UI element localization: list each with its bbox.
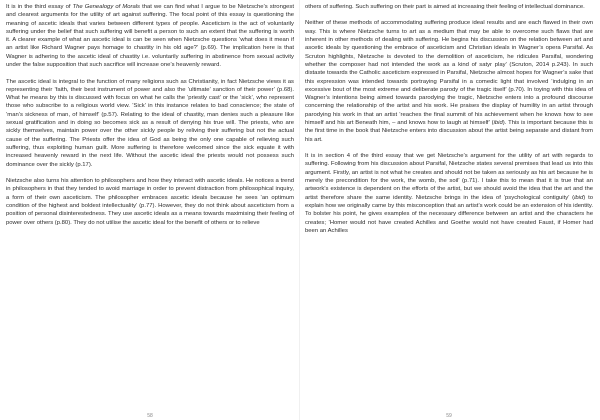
right-page-text: [305, 3, 593, 235]
left-page: [6, 3, 294, 420]
paragraph: [6, 78, 294, 169]
right-page: [305, 3, 593, 420]
text-run: It is in section 4 of the third essay that we get Nietzsche’s argument for the utility of art with regards to suffering. Following from his discussion about Parsifal, Nietzsche states several premises that lead us into this argument. Firstly, an artist is not what he creates and should not be taken as seriously as his art because he is merely the precondition for the work, the womb, the soil’ (p.71). I take this to mean that it is true that an artwork’s existence is dependent on the efforts of the artist, but we should avoid the idea that the art and the artist therefore share the same identity. Nietzsche brings in the idea of ‘psychological contiguity’ (: [305, 153, 593, 201]
text-run: ). This is important because this is the first time in the book that Nietzsche enters into discussion about the artist being separate and distant from his art.: [305, 120, 593, 143]
text-run: that we can find what I argue to be Nietzsche’s strongest and clearest arguments for the utility of art against suffering. The focal point of this essay is questioning the meaning of ascetic ideals that varies between different types of people. Asceticism is the act of voluntarily suffering under the belief that such suffering will benefit a person to such an extent that the suffering is worth it. A clearer example of what an ascetic ideal is can be seen when Nietzsche questions ‘what does it mean if an artist like Richard Wagner pays homage to chastity in his old age?’ (p.69). The implication here is that Wagner is adhering to the ascetic ideal of chastity i.e. voluntarily suffering in abstinence from sexual activity under the false supposition that such sacrifice will increase one’s heavenly reward.: [6, 4, 294, 69]
text-run: others of suffering. Such suffering on their part is aimed at increasing their feeling of intellectual dominance.: [305, 4, 585, 10]
italic-text-run: ibid: [493, 120, 503, 127]
text-run: Nietzsche also turns his attention to philosophers and how they interact with ascetic ideals. He notices a trend in philosophers in that they tended to avoid marriage in order to prevent distraction from philosophical inquiry, a form of their own asceticism. The philosopher embraces ascetic ideals because he sees ‘an optimum condition of the highest and boldest intellectuality’ (p.77). However, they do not think about asceticism from a position of personal disinterestedness. They use ascetic ideals as a means towards maximising their feeling of power over others (p.80). They do not utilise the ascetic ideal for the benefit of others or to relieve: [6, 178, 294, 226]
paragraph: [305, 152, 593, 235]
paragraph: [6, 3, 294, 69]
text-run: Neither of these methods of accommodating suffering produce ideal results and are each flawed in their own way. This is where Nietzsche turns to art as a medium that may be able to overcome such flaws that are inherent in other methods of dealing with suffering. He begins his discussion on the relation between art and ascetic ideals by questioning the embrace of asceticism and Christian ideals in Wagner’s opera Parsifal. As Scruton highlights, Nietzsche is devoted to the demolition of asceticism, he ridicules Parsifal, wondering whether the composer had not intended the work as a kind of satyr play’ (Scruton, 2014 p.243). In such distaste towards the Catholic asceticism expressed in Parsifal, Nietzsche almost hopes for Wagner’s sake that this expression was intended towards portraying Parsifal in a comedic light that involved ‘indulging in an excessive bout of the most extreme and deliberate parody of the tragic itself’ (p.70). In toying with this idea of Wagner’s intentions being aimed towards parodying the tragic, Nietzsche enters into a profound discourse concerning the relationship of the artist and his work. He praises the display of humility in an artist through parodying his work in that an artist ‘reaches the final summit of his achievement when he knows how to see himself and his art Beneath him, – and knows how to laugh at himself’ (: [305, 20, 593, 127]
italic-text-run: The Genealogy of Morals: [72, 4, 141, 10]
paragraph: [305, 19, 593, 143]
text-run: It is in the third essay of: [6, 4, 73, 10]
paragraph: [6, 177, 294, 227]
text-run: ) to explain how we originally came by this misconception that an artist’s work could be an extension of his identity. To bolster his point, he gives examples of the necessary difference between an artist and the characters he creates; ‘Homer would not have created Achilles and Goethe would not have created Faust, if Homer had been an Achilles: [305, 194, 593, 234]
paragraph: [305, 3, 593, 11]
left-page-text: [6, 3, 294, 227]
left-page-number: 58: [147, 413, 153, 419]
page-gutter: [299, 0, 300, 420]
text-run: The ascetic ideal is integral to the function of many religions such as Christianity, in fact Nietzsche views it as representing their ‘faith, their best instrument of power and also the ‘ultimate’ sanction of their power’ (p.68). What he means by this is discussed with focus on what he calls the ‘priestly cast’ or the ‘sick’, who represent those who subscribe to a religious world view. ‘Sick’ in this instance relates to bad conscience; the state of ‘man’s sickness of man, of himself’ (p.57). Relating to the ideal of chastity, man denies such a pleasure like sexual gratification and in doing so becomes sick as a result of denying his true will. The priests, who are sickly themselves, maintain power over the other sickly people by reliving their suffering but not the actual cause of the suffering. The Priests offer the idea of God as being the only one capable of relieving such suffering, thus exploiting human guilt. More suffering is therefore welcomed since the sick equate it with increased heavenly reward in the next life. Without the ascetic ideal the priests would not possess such dominance over the sickly (p.17).: [6, 78, 294, 168]
right-page-number: 59: [446, 413, 452, 419]
italic-text-run: ibid: [574, 194, 584, 201]
